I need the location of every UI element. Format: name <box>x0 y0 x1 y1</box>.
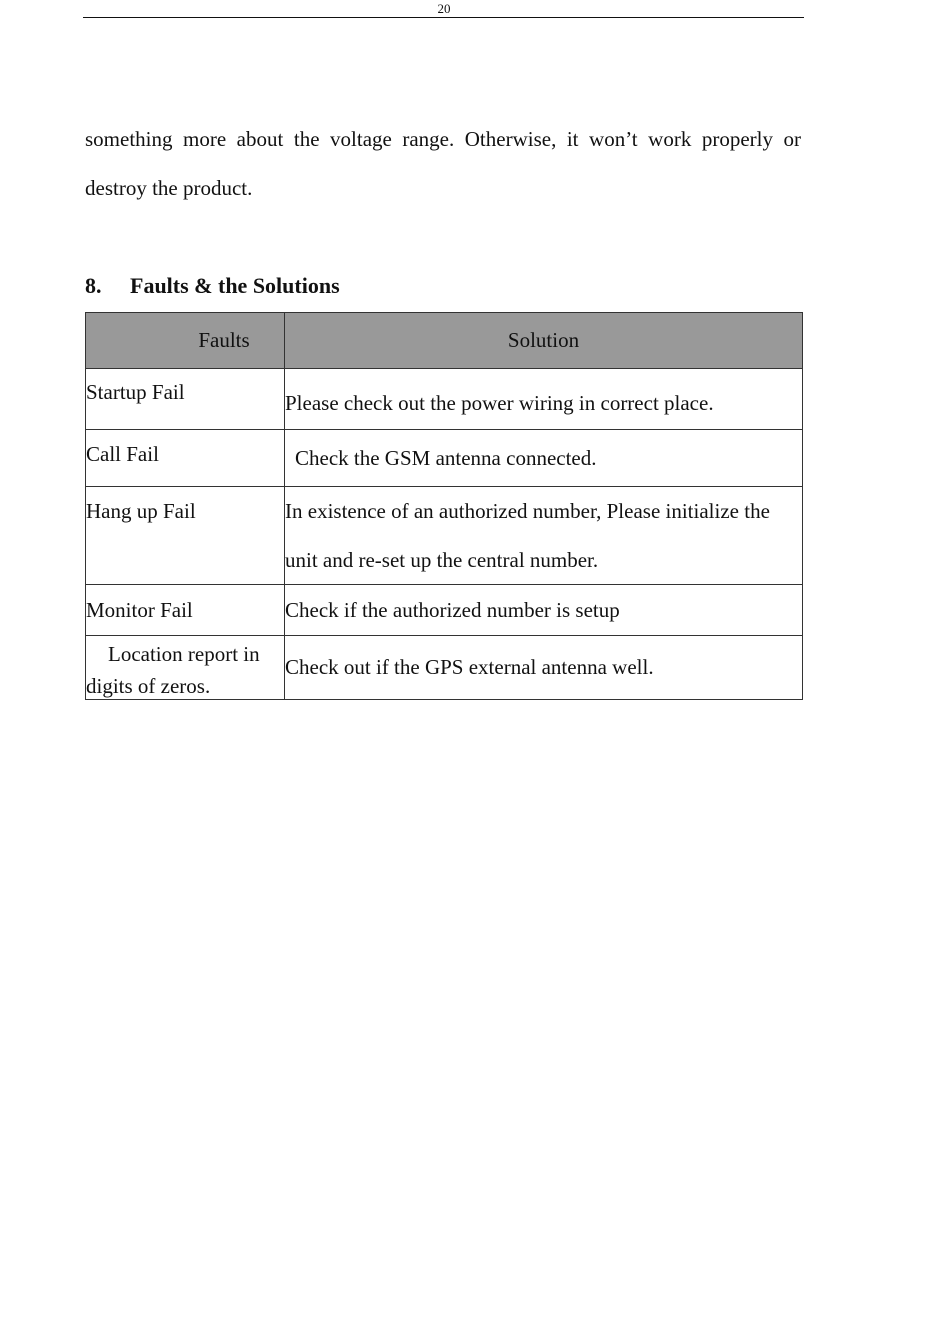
section-heading <box>85 273 340 299</box>
section-number: 8. <box>85 273 102 298</box>
fault-cell: Location report in digits of zeros. <box>86 636 285 700</box>
section-title: Faults & the Solutions <box>130 273 340 298</box>
table-row <box>86 636 803 700</box>
solution-cell: Check if the authorized number is setup <box>285 585 803 636</box>
table-header-row <box>86 313 803 369</box>
solution-cell: Please check out the power wiring in correct place. <box>285 369 803 430</box>
fault-cell: Startup Fail <box>86 369 285 430</box>
table-row <box>86 430 803 487</box>
table-row <box>86 585 803 636</box>
solution-cell: Check the GSM antenna connected. <box>285 430 803 487</box>
header-rule <box>83 17 804 18</box>
fault-cell: Monitor Fail <box>86 585 285 636</box>
paragraph-line-1: something more about the voltage range. Otherwise, it won’t work properly or <box>85 127 801 151</box>
faults-table <box>85 312 803 700</box>
paragraph-line-2: destroy the product. <box>85 176 253 200</box>
table-row <box>86 369 803 430</box>
solution-cell: In existence of an authorized number, Please initialize the unit and re-set up the central number. <box>285 487 803 585</box>
header-solution: Solution <box>285 313 803 369</box>
body-paragraph <box>85 115 801 213</box>
page-number: 20 <box>437 1 451 16</box>
header-faults: Faults <box>86 313 285 369</box>
fault-cell: Call Fail <box>86 430 285 487</box>
fault-cell: Hang up Fail <box>86 487 285 585</box>
solution-cell: Check out if the GPS external antenna well. <box>285 636 803 700</box>
table-row <box>86 487 803 585</box>
